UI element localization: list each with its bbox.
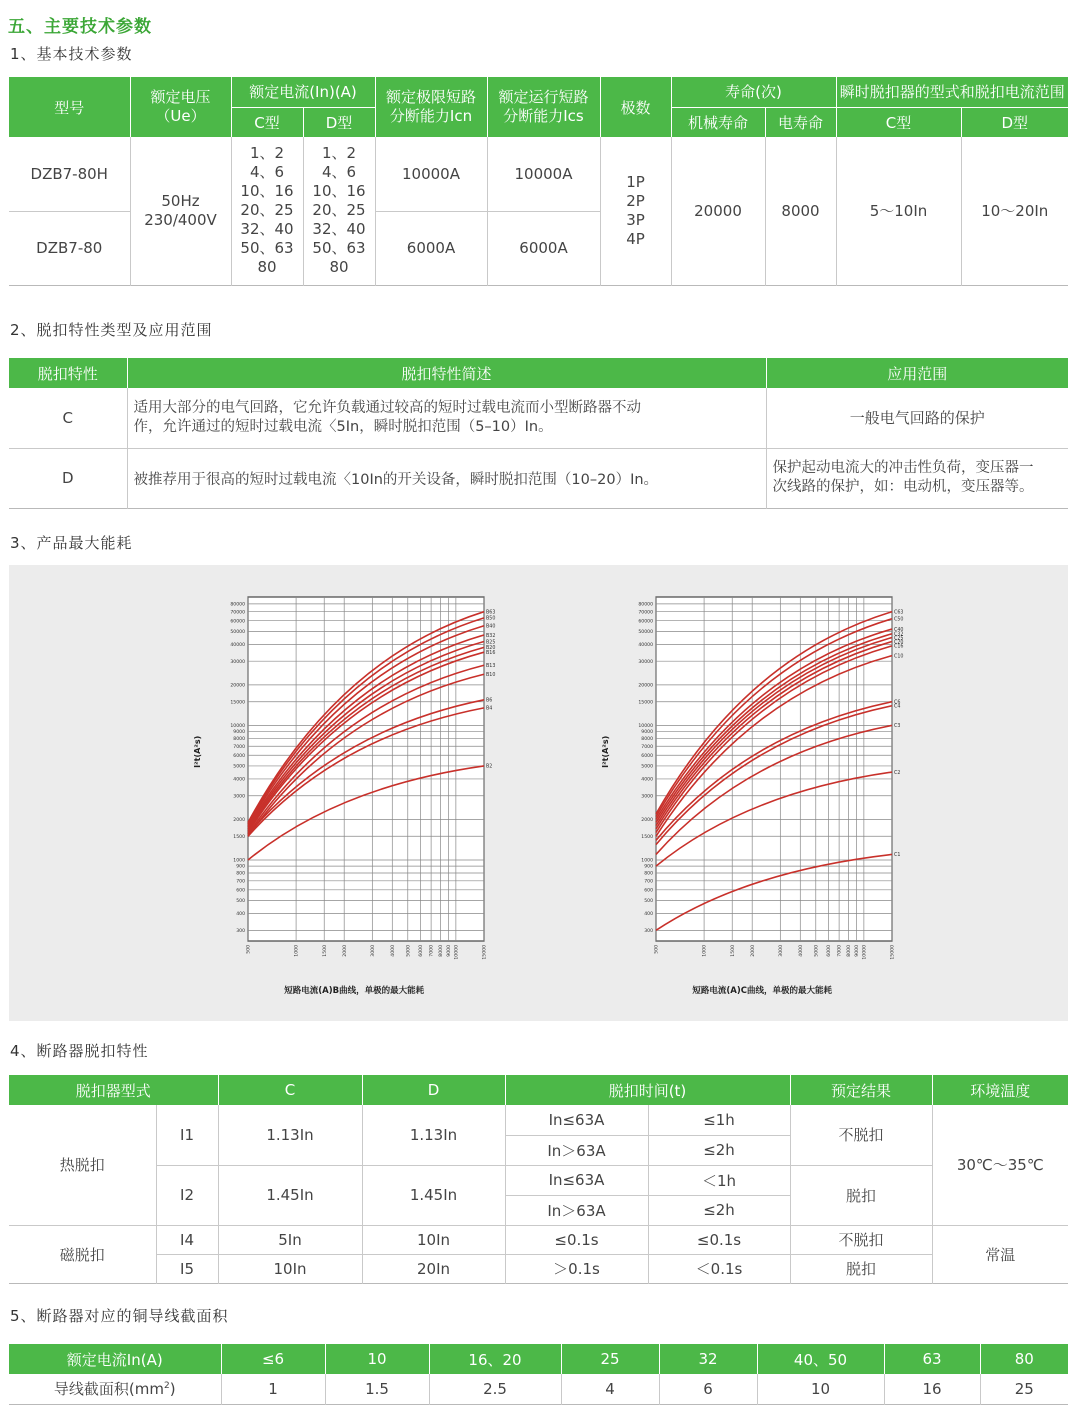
chart-b-ylabel: I²t(A²s) xyxy=(193,735,202,768)
header-mech-life: 机械寿命 xyxy=(671,107,765,137)
trip-type-c: C xyxy=(62,408,73,427)
chart-b-ytick-11: 7000 xyxy=(233,744,245,750)
chart-b-ytick-4: 40000 xyxy=(230,642,245,648)
chart-b-ytick-21: 700 xyxy=(236,879,245,885)
chart-c-ytick-17: 1500 xyxy=(641,834,653,840)
i2-d: 1.45In xyxy=(362,1165,505,1225)
i4-d: 10In xyxy=(362,1225,505,1254)
chart-c-xtick-8: 7000 xyxy=(837,945,843,957)
magnetic-release: 磁脱扣 xyxy=(9,1225,156,1283)
i4-time-a: ≤0.1s xyxy=(505,1225,648,1254)
chart-c-ytick-5: 30000 xyxy=(638,659,653,665)
charts-panel xyxy=(9,565,1068,1021)
chart-c-series-label-C25: C25 xyxy=(894,636,904,642)
i1-result: 不脱扣 xyxy=(790,1105,932,1165)
trip-desc-d: 被推荐用于很高的短时过载电流〈10In的开关设备，瞬时脱扣范围（10–20）In。 xyxy=(127,448,766,508)
chart-c-ytick-2: 60000 xyxy=(638,619,653,625)
i4-result: 不脱扣 xyxy=(790,1225,932,1254)
header-temp: 环境温度 xyxy=(932,1075,1068,1105)
trip-type-d: D xyxy=(9,448,127,508)
chart-b-xtick-12: 15000 xyxy=(482,945,488,960)
i5-label: I5 xyxy=(156,1254,218,1283)
app-range-d: 保护起动电流大的冲击性负荷，变压器一 次线路的保护，如：电动机，变压器等。 xyxy=(766,448,1068,508)
chart-c-ylabel: I²t(A²s) xyxy=(601,735,610,768)
ics-80: 6000A xyxy=(487,211,600,285)
header-wire-area: 导线截面积$(mm^2)$ xyxy=(53,1380,176,1399)
section2-heading: 2、脱扣特性类型及应用范围 xyxy=(10,321,213,339)
chart-c-ytick-0: 80000 xyxy=(638,602,653,608)
chart-b-series-label-B40: B40 xyxy=(486,624,496,630)
section4-heading: 4、断路器脱扣特性 xyxy=(10,1042,149,1060)
chart-c-ytick-10: 8000 xyxy=(641,737,653,743)
chart-b-series-label-B6: B6 xyxy=(486,698,493,704)
i2-time-b: ≤2h xyxy=(648,1195,790,1225)
section1-heading: 1、基本技术参数 xyxy=(10,45,133,63)
header-wire-current: 额定电流In(A) xyxy=(9,1344,221,1374)
chart-b-ytick-24: 400 xyxy=(236,912,245,918)
i2-label: I2 xyxy=(156,1165,218,1225)
chart-b-xtick-8: 7000 xyxy=(429,945,435,957)
chart-c-ytick-21: 700 xyxy=(644,879,653,885)
ics-80h: 10000A xyxy=(487,137,600,211)
chart-b-ytick-20: 800 xyxy=(236,871,245,877)
chart-c-ytick-20: 800 xyxy=(644,871,653,877)
chart-c-ytick-4: 40000 xyxy=(638,642,653,648)
currents-d-cell: 1、2 4、6 10、16 20、25 32、40 50、63 80 xyxy=(303,137,375,285)
i2-cond-le63: In≤63A xyxy=(505,1165,648,1195)
i4-time-b: ≤0.1s xyxy=(648,1225,790,1254)
chart-b-ytick-10: 8000 xyxy=(233,737,245,743)
header-current-d: D型 xyxy=(303,107,375,137)
chart-b-ytick-3: 50000 xyxy=(230,629,245,635)
wire-area-6: 16 xyxy=(884,1374,980,1404)
chart-b-ytick-14: 4000 xyxy=(233,777,245,783)
chart-c-ytick-14: 4000 xyxy=(641,777,653,783)
chart-b-series-label-B20: B20 xyxy=(486,646,496,652)
chart-b-xtick-11: 10000 xyxy=(454,945,460,960)
chart-b-title: 短路电流(A)B曲线，单极的最大能耗 xyxy=(284,986,425,996)
chart-c-xtick-2: 1500 xyxy=(730,945,736,957)
chart-c-curve xyxy=(592,575,922,1015)
chart-b-series-label-B10: B10 xyxy=(486,673,496,679)
chart-b-ytick-8: 10000 xyxy=(230,724,245,730)
chart-c-xtick-3: 2000 xyxy=(750,945,756,957)
header-release-d: D型 xyxy=(961,107,1068,137)
chart-b-ytick-5: 30000 xyxy=(230,659,245,665)
chart-b-ytick-13: 5000 xyxy=(233,764,245,770)
header-elec-life: 电寿命 xyxy=(765,107,836,137)
i1-time-a: ≤1h xyxy=(648,1105,790,1135)
i4-label: I4 xyxy=(156,1225,218,1254)
chart-b-xtick-7: 6000 xyxy=(419,945,425,957)
trip-desc-c: 适用大部分的电气回路，它允许负载通过较高的短时过载电流而小型断路器不动 作，允许通过的短时过载电流〈5In，瞬时脱扣范围（5–10）In。 xyxy=(127,388,766,448)
chart-c-series-label-C32: C32 xyxy=(894,632,904,638)
chart-c-series-label-C6: C6 xyxy=(894,700,901,706)
chart-b-xtick-1: 1000 xyxy=(294,945,300,957)
header-d: D xyxy=(362,1075,505,1105)
chart-c-series-label-C1: C1 xyxy=(894,853,901,859)
chart-b-curve xyxy=(184,575,514,1015)
chart-c-ytick-13: 5000 xyxy=(641,764,653,770)
i2-c: 1.45In xyxy=(218,1165,362,1225)
chart-c-xtick-10: 9000 xyxy=(855,945,861,957)
chart-c-series-label-C20: C20 xyxy=(894,640,904,646)
header-rated-current: 额定电流(In)(A) xyxy=(231,77,375,107)
wire-area-1: 1.5 xyxy=(325,1374,429,1404)
chart-b-xtick-9: 8000 xyxy=(438,945,444,957)
chart-b-ytick-25: 300 xyxy=(236,928,245,934)
chart-c-ytick-12: 6000 xyxy=(641,753,653,759)
temp-magnetic: 常温 xyxy=(932,1225,1068,1283)
i2-time-a: ＜1h xyxy=(648,1165,790,1195)
chart-c-xtick-7: 6000 xyxy=(827,945,833,957)
header-model: 型号 xyxy=(9,77,130,137)
header-life: 寿命(次) xyxy=(671,77,836,107)
chart-c-ytick-11: 7000 xyxy=(641,744,653,750)
chart-b-series-label-B4: B4 xyxy=(486,706,493,712)
i5-time-b: ＜0.1s xyxy=(648,1254,790,1283)
chart-b-xtick-5: 4000 xyxy=(390,945,396,957)
chart-b-series-label-B16: B16 xyxy=(486,650,496,656)
chart-c-xtick-12: 15000 xyxy=(890,945,896,960)
chart-b-series-label-B2: B2 xyxy=(486,764,493,770)
chart-c-ytick-7: 15000 xyxy=(638,700,653,706)
chart-b-xtick-4: 3000 xyxy=(370,945,376,957)
chart-b-ytick-22: 600 xyxy=(236,888,245,894)
chart-c-ytick-16: 2000 xyxy=(641,818,653,824)
header-c: C xyxy=(218,1075,362,1105)
chart-b-ytick-2: 60000 xyxy=(230,619,245,625)
chart-c-xtick-0: 500 xyxy=(654,945,660,954)
chart-b-ytick-17: 1500 xyxy=(233,834,245,840)
thermal-release: 热脱扣 xyxy=(59,1156,105,1175)
header-release-c: C型 xyxy=(836,107,961,137)
trip-characteristics-table xyxy=(9,358,1068,509)
mech-life-value: 20000 xyxy=(671,137,765,285)
chart-c-series-label-C2: C2 xyxy=(894,770,901,776)
chart-c-ytick-24: 400 xyxy=(644,912,653,918)
chart-c-ytick-25: 300 xyxy=(644,928,653,934)
header-release: 瞬时脱扣器的型式和脱扣电流范围 xyxy=(836,77,1068,107)
header-ics: 额定运行短路 分断能力Ics xyxy=(487,77,600,137)
section5-heading: 5、断路器对应的铜导线截面积 xyxy=(10,1307,229,1325)
chart-b-xtick-3: 2000 xyxy=(342,945,348,957)
breaker-trip-table xyxy=(9,1075,1068,1284)
wire-area-7: 25 xyxy=(980,1374,1068,1404)
chart-c-ytick-23: 500 xyxy=(644,899,653,905)
chart-b-ytick-6: 20000 xyxy=(230,683,245,689)
chart-b-series-label-B25: B25 xyxy=(486,640,496,646)
wire-current-3: 25 xyxy=(561,1344,659,1374)
chart-b-ytick-9: 9000 xyxy=(233,730,245,736)
i2-cond-gt63: In＞63A xyxy=(505,1195,648,1225)
currents-c-cell: 1、2 4、6 10、16 20、25 32、40 50、63 80 xyxy=(231,137,303,285)
i1-time-b: ≤2h xyxy=(648,1135,790,1165)
chart-b-ytick-23: 500 xyxy=(236,899,245,905)
chart-c-ytick-3: 50000 xyxy=(638,629,653,635)
chart-c-xtick-4: 3000 xyxy=(778,945,784,957)
chart-c-series-label-C63: C63 xyxy=(894,610,904,616)
chart-b-ytick-19: 900 xyxy=(236,864,245,870)
chart-c-ytick-6: 20000 xyxy=(638,683,653,689)
header-app-range: 应用范围 xyxy=(766,358,1068,388)
page-title: 五、主要技术参数 xyxy=(8,17,152,37)
wire-current-0: ≤6 xyxy=(221,1344,325,1374)
chart-b-xtick-10: 9000 xyxy=(447,945,453,957)
chart-c-series-label-C10: C10 xyxy=(894,654,904,660)
i2-result: 脱扣 xyxy=(790,1165,932,1225)
header-release-type: 脱扣器型式 xyxy=(9,1075,218,1105)
chart-b-ytick-7: 15000 xyxy=(230,700,245,706)
header-result: 预定结果 xyxy=(790,1075,932,1105)
release-c-value: 5～10In xyxy=(836,137,961,285)
i1-c: 1.13In xyxy=(218,1105,362,1165)
wire-current-7: 80 xyxy=(980,1344,1068,1374)
chart-c-series-label-C50: C50 xyxy=(894,617,904,623)
header-current-c: C型 xyxy=(231,107,303,137)
header-poles: 极数 xyxy=(600,77,671,137)
wire-area-2: 2.5 xyxy=(429,1374,561,1404)
wire-area-table xyxy=(9,1344,1068,1405)
chart-c-series-label-C40: C40 xyxy=(894,627,904,633)
chart-b-series-label-B63: B63 xyxy=(486,610,496,616)
i1-d: 1.13In xyxy=(362,1105,505,1165)
poles-cell: 1P 2P 3P 4P xyxy=(600,137,671,285)
wire-current-2: 16、20 xyxy=(429,1344,561,1374)
chart-b-ytick-15: 3000 xyxy=(233,794,245,800)
chart-b-ytick-18: 1000 xyxy=(233,858,245,864)
chart-b-xtick-6: 5000 xyxy=(406,945,412,957)
wire-current-5: 40、50 xyxy=(757,1344,884,1374)
wire-current-4: 32 xyxy=(659,1344,757,1374)
wire-area-5: 10 xyxy=(757,1374,884,1404)
wire-area-4: 6 xyxy=(659,1374,757,1404)
chart-c-xtick-5: 4000 xyxy=(798,945,804,957)
icn-80h: 10000A xyxy=(375,137,487,211)
temp-thermal: 30℃～35℃ xyxy=(932,1105,1068,1225)
chart-b-series-label-B50: B50 xyxy=(486,616,496,622)
release-d-value: 10～20In xyxy=(961,137,1068,285)
header-voltage: 额定电压 （Ue） xyxy=(130,77,231,137)
wire-area-3: 4 xyxy=(561,1374,659,1404)
chart-c-xtick-11: 10000 xyxy=(862,945,868,960)
chart-c-ytick-19: 900 xyxy=(644,864,653,870)
chart-c-ytick-1: 70000 xyxy=(638,610,653,616)
app-range-c: 一般电气回路的保护 xyxy=(766,388,1068,448)
header-icn: 额定极限短路 分断能力Icn xyxy=(375,77,487,137)
wire-current-6: 63 xyxy=(884,1344,980,1374)
model-80: DZB7-80 xyxy=(9,211,130,285)
chart-c-ytick-18: 1000 xyxy=(641,858,653,864)
chart-b-ytick-0: 80000 xyxy=(230,602,245,608)
i5-time-a: ＞0.1s xyxy=(505,1254,648,1283)
chart-c-title: 短路电流(A)C曲线，单极的最大能耗 xyxy=(692,986,832,996)
i5-result: 脱扣 xyxy=(790,1254,932,1283)
chart-c-ytick-15: 3000 xyxy=(641,794,653,800)
chart-c-series-label-C16: C16 xyxy=(894,644,904,650)
i1-cond-le63: In≤63A xyxy=(505,1105,648,1135)
basic-params-table xyxy=(9,77,1068,286)
header-trip-desc: 脱扣特性简述 xyxy=(127,358,766,388)
header-trip-type: 脱扣特性 xyxy=(9,358,127,388)
chart-b-ytick-1: 70000 xyxy=(230,610,245,616)
section3-heading: 3、产品最大能耗 xyxy=(10,534,133,552)
chart-c-series-label-C3: C3 xyxy=(894,724,901,730)
chart-b-series-label-B32: B32 xyxy=(486,633,496,639)
chart-c-series-label-C4: C4 xyxy=(894,704,901,710)
i5-d: 20In xyxy=(362,1254,505,1283)
chart-c-ytick-8: 10000 xyxy=(638,724,653,730)
chart-c-ytick-22: 600 xyxy=(644,888,653,894)
i1-label: I1 xyxy=(156,1105,218,1165)
icn-80: 6000A xyxy=(375,211,487,285)
chart-c-xtick-6: 5000 xyxy=(814,945,820,957)
i1-cond-gt63: In＞63A xyxy=(505,1135,648,1165)
model-80h: DZB7-80H xyxy=(30,164,108,183)
chart-b-xtick-2: 1500 xyxy=(322,945,328,957)
chart-c-ytick-9: 9000 xyxy=(641,730,653,736)
chart-b-xtick-0: 500 xyxy=(246,945,252,954)
elec-life-value: 8000 xyxy=(765,137,836,285)
chart-c-xtick-9: 8000 xyxy=(846,945,852,957)
i4-c: 5In xyxy=(218,1225,362,1254)
chart-b-ytick-16: 2000 xyxy=(233,818,245,824)
header-trip-time: 脱扣时间(t) xyxy=(505,1075,790,1105)
wire-area-0: 1 xyxy=(221,1374,325,1404)
chart-c-xtick-1: 1000 xyxy=(702,945,708,957)
chart-b-ytick-12: 6000 xyxy=(233,753,245,759)
voltage-cell: 50Hz 230/400V xyxy=(130,137,231,285)
wire-current-1: 10 xyxy=(325,1344,429,1374)
i5-c: 10In xyxy=(218,1254,362,1283)
chart-b-series-label-B13: B13 xyxy=(486,664,496,670)
